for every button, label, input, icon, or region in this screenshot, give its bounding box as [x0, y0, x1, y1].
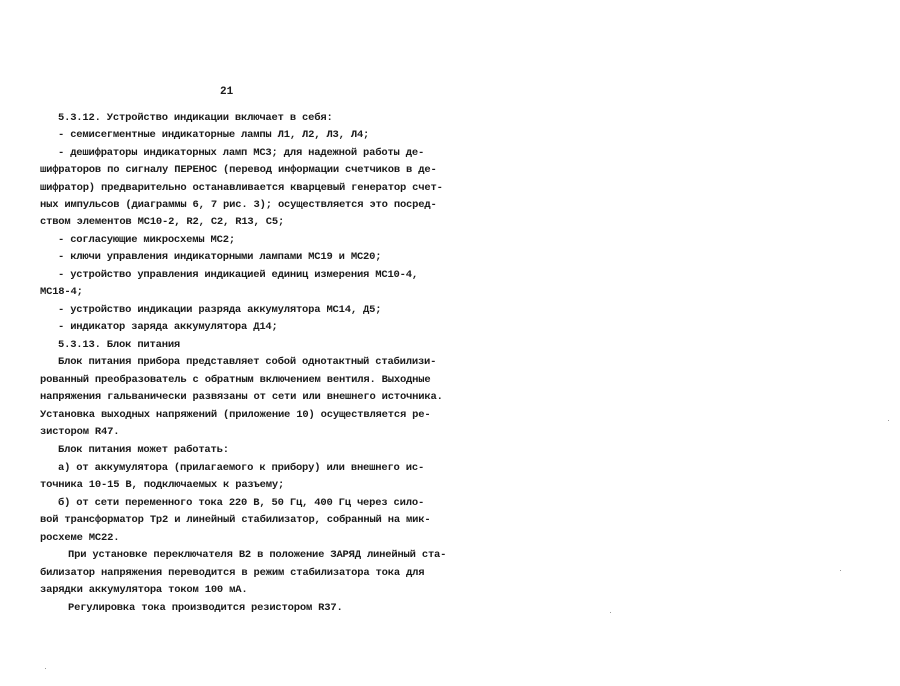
text-line: - согласующие микросхемы МС2; [58, 234, 235, 246]
text-line: вой трансформатор Тр2 и линейный стабилизатор, собранный на мик- [40, 514, 431, 526]
text-line: билизатор напряжения переводится в режим стабилизатора тока для [40, 567, 425, 579]
text-line: Установка выходных напряжений (приложение 10) осуществляется ре- [40, 409, 431, 421]
text-line: б) от сети переменного тока 220 В, 50 Гц, 400 Гц через сило- [58, 497, 425, 509]
scan-speck [45, 668, 46, 669]
section-heading: 5.3.13. Блок питания [58, 339, 181, 351]
text-line: шифраторов по сигналу ПЕРЕНОС (перевод информации счетчиков в де- [40, 164, 437, 176]
text-line: а) от аккумулятора (прилагаемого к прибору) или внешнего ис- [58, 462, 425, 474]
text-line: ством элементов МС10-2, R2, С2, R13, С5; [40, 216, 285, 228]
text-line: ных импульсов (диаграммы 6, 7 рис. 3); осуществляется это посред- [40, 199, 437, 211]
text-line: - устройство индикации разряда аккумулятора МС14, Д5; [58, 304, 382, 316]
scan-speck [610, 612, 611, 613]
text-line: Блок питания прибора представляет собой однотактный стабилизи- [58, 356, 437, 368]
scan-speck [840, 570, 841, 571]
text-line: шифратор) предварительно останавливается кварцевый генератор счет- [40, 182, 443, 194]
scan-speck [888, 420, 889, 421]
text-line: МС18-4; [40, 286, 83, 298]
text-line: напряжения гальванически развязаны от сети или внешнего источника. [40, 391, 443, 403]
text-line: Регулировка тока производится резистором R37. [68, 602, 343, 614]
text-line: - дешифраторы индикаторных ламп МС3; для надежной работы де- [58, 147, 425, 159]
text-line: росхеме МС22. [40, 532, 120, 544]
text-line: - устройство управления индикацией единиц измерения МС10-4, [58, 269, 418, 281]
page-number: 21 [220, 86, 234, 98]
text-line: точника 10-15 В, подключаемых к разъему; [40, 479, 285, 491]
text-line: 5.3.12. Устройство индикации включает в себя: [58, 112, 333, 124]
text-line: При установке переключателя В2 в положение ЗАРЯД линейный ста- [68, 549, 447, 561]
text-line: зарядки аккумулятора током 100 мА. [40, 584, 248, 596]
text-line: - ключи управления индикаторными лампами МС19 и МС20; [58, 251, 382, 263]
text-line: зистором R47. [40, 426, 120, 438]
text-line: - индикатор заряда аккумулятора Д14; [58, 321, 278, 333]
text-line: - семисегментные индикаторные лампы Л1, Л2, Л3, Л4; [58, 129, 370, 141]
text-line: рованный преобразователь с обратным включением вентиля. Выходные [40, 374, 431, 386]
text-line: Блок питания может работать: [58, 444, 229, 456]
